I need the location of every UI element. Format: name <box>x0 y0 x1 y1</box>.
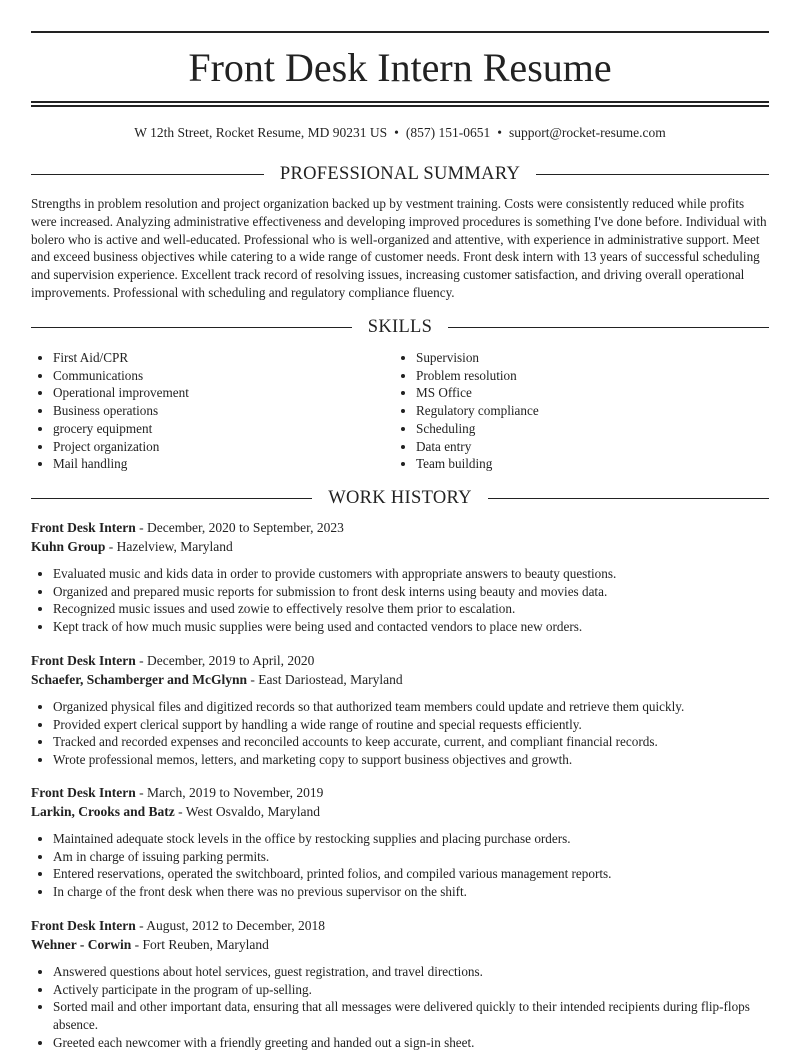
job-title: Front Desk Intern <box>31 520 136 535</box>
heading-rule <box>536 174 769 175</box>
job-location: - Fort Reuben, Maryland <box>131 937 269 952</box>
heading-rule <box>31 174 264 175</box>
contact-separator: • <box>394 125 399 140</box>
job-company-line <box>31 803 769 821</box>
job-duty-item: • Provided expert clerical support by handling a wide range of routine and special requests efficiently. <box>53 716 769 734</box>
job-title-line <box>31 519 769 537</box>
skill-item: • Communications <box>53 367 361 385</box>
work-heading-row <box>31 487 769 509</box>
job-company: Kuhn Group <box>31 539 106 554</box>
heading-rule <box>448 327 769 328</box>
skills-left-column <box>31 349 361 473</box>
skill-item: • Team building <box>416 455 724 473</box>
skill-item: • Regulatory compliance <box>416 402 724 420</box>
job-dates: - August, 2012 to December, 2018 <box>135 918 325 933</box>
job-dates: - March, 2019 to November, 2019 <box>135 785 324 800</box>
work-heading: WORK HISTORY <box>328 487 472 508</box>
job-duty-item: • Entered reservations, operated the switchboard, printed folios, and compiled various management reports. <box>53 865 769 883</box>
contact-line <box>31 124 769 142</box>
job-duty-item: • In charge of the front desk when there was no previous supervisor on the shift. <box>53 883 769 901</box>
job-dates: - December, 2020 to September, 2023 <box>135 520 344 535</box>
contact-address: W 12th Street, Rocket Resume, MD 90231 US <box>134 125 388 140</box>
job-title-line <box>31 784 769 802</box>
skill-item: • Project organization <box>53 438 361 456</box>
summary-heading-row <box>31 163 769 185</box>
job-title: Front Desk Intern <box>31 785 136 800</box>
skills-right-column <box>394 349 724 473</box>
skills-left-list <box>31 349 361 473</box>
job-dates: - December, 2019 to April, 2020 <box>135 653 315 668</box>
skills-right-list <box>394 349 724 473</box>
contact-phone: (857) 151-0651 <box>405 125 491 140</box>
skills-heading: SKILLS <box>367 316 433 337</box>
job-duty-item: • Evaluated music and kids data in order to provide customers with appropriate answers to beauty questions. <box>53 565 769 583</box>
summary-heading: PROFESSIONAL SUMMARY <box>279 163 521 184</box>
job-duty-item: • Organized physical files and digitized records so that authorized team members could update and retrieve them quickly. <box>53 698 769 716</box>
job-company-line <box>31 538 769 556</box>
job-location: - Hazelview, Maryland <box>105 539 233 554</box>
skill-item: • Mail handling <box>53 455 361 473</box>
contact-email: support@rocket-resume.com <box>508 125 666 140</box>
heading-rule <box>488 498 769 499</box>
job-title-line <box>31 652 769 670</box>
job-duties-list <box>31 565 769 636</box>
job-duties <box>31 565 769 636</box>
heading-rule <box>31 498 312 499</box>
skill-item: • First Aid/CPR <box>53 349 361 367</box>
title-rule-upper <box>31 101 769 103</box>
job-duty-item: • Actively participate in the program of up-selling. <box>53 981 769 999</box>
skill-item: • Operational improvement <box>53 384 361 402</box>
summary-text: Strengths in problem resolution and project organization backed up by vestment training. Costs were consistently reduced while profits were increased. Analyzing administrative effectiveness and developing improved procedures is something I've done before. Individual with bolero who is active and well-educated. Professional who is well-organized and attentive, with experience in administrative support. Meet and exceed business objectives while catering to a wide range of customer needs. Front desk intern with 13 years of successful scheduling and supervision experience. Excellent track record of resolving issues, increasing customer satisfaction, and driving overall operational improvements. Professional with scheduling and regulatory compliance fluency. <box>31 196 767 300</box>
job-title-line <box>31 917 769 935</box>
title-rule-lower <box>31 105 769 107</box>
skill-item: • Scheduling <box>416 420 724 438</box>
page-title: Front Desk Intern Resume <box>188 45 612 90</box>
heading-rule <box>31 327 352 328</box>
job-company: Schaefer, Schamberger and McGlynn <box>31 672 247 687</box>
job-duty-item: • Tracked and recorded expenses and reconciled accounts to keep accurate, current, and compliant financial records. <box>53 733 769 751</box>
job-duty-item: • Answered questions about hotel services, guest registration, and travel directions. <box>53 963 769 981</box>
skill-item: • Data entry <box>416 438 724 456</box>
job-duty-item: • Sorted mail and other important data, ensuring that all messages were delivered quickly to their intended recipients during flip-flops absence. <box>53 998 769 1033</box>
job-duty-item: • Greeted each newcomer with a friendly greeting and handed out a sign-in sheet. <box>53 1034 769 1052</box>
job-company: Larkin, Crooks and Batz <box>31 804 175 819</box>
job-duties-list <box>31 698 769 769</box>
job-duties-list <box>31 830 769 901</box>
skill-item: • MS Office <box>416 384 724 402</box>
skill-item: • Business operations <box>53 402 361 420</box>
job-duty-item: • Maintained adequate stock levels in the office by restocking supplies and placing purchase orders. <box>53 830 769 848</box>
skill-item: • Problem resolution <box>416 367 724 385</box>
job-company-line <box>31 671 769 689</box>
job-duties <box>31 963 769 1052</box>
job-duty-item: • Am in charge of issuing parking permits. <box>53 848 769 866</box>
job-duty-item: • Organized and prepared music reports for submission to front desk interns using beauty and movies data. <box>53 583 769 601</box>
job-company: Wehner - Corwin <box>31 937 132 952</box>
job-duties <box>31 830 769 901</box>
job-title: Front Desk Intern <box>31 918 136 933</box>
top-rule <box>31 31 769 33</box>
skill-item: • Supervision <box>416 349 724 367</box>
job-location: - East Dariostead, Maryland <box>247 672 403 687</box>
job-company-line <box>31 936 769 954</box>
job-location: - West Osvaldo, Maryland <box>174 804 321 819</box>
job-title: Front Desk Intern <box>31 653 136 668</box>
job-duty-item: • Kept track of how much music supplies were being used and contacted vendors to place new orders. <box>53 618 769 636</box>
skills-heading-row <box>31 316 769 338</box>
job-duties-list <box>31 963 769 1052</box>
skill-item: • grocery equipment <box>53 420 361 438</box>
contact-separator: • <box>497 125 502 140</box>
job-duty-item: • Wrote professional memos, letters, and marketing copy to support business objectives and growth. <box>53 751 769 769</box>
job-duties <box>31 698 769 769</box>
job-duty-item: • Recognized music issues and used zowie to effectively resolve them prior to escalation. <box>53 600 769 618</box>
